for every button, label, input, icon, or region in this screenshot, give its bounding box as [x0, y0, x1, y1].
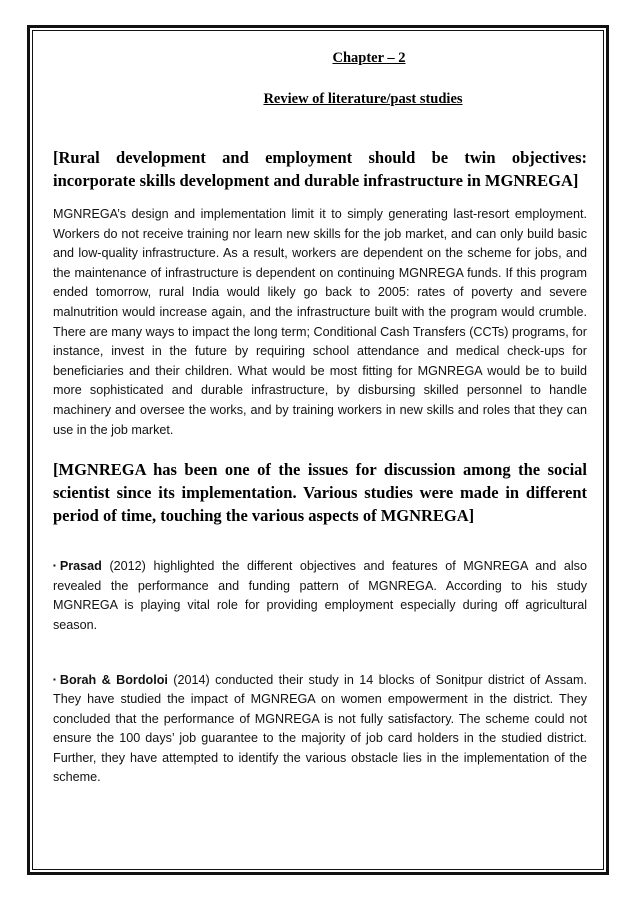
- review-item-prasad: [53, 556, 587, 635]
- review-item-borah-bordoloi: [53, 670, 587, 789]
- chapter-title: [53, 91, 587, 108]
- chapter-label: [53, 50, 587, 67]
- section-heading-studies: [MGNREGA has been one of the issues for discussion among the social scientist since its implementation. Various studies were made in different period of time, touching the various aspects of MGNREGA]: [53, 460, 587, 526]
- chapter-label-text: Chapter – 2: [332, 50, 406, 66]
- review-text: (2012) highlighted the different objectives and features of MGNREGA and also revealed the performance and funding pattern of MGNREGA. According to his study MGNREGA is playing vital role for providing employment especially during off agricultural season.: [53, 559, 587, 632]
- review-text: (2014) conducted their study in 14 blocks of Sonitpur district of Assam. They have studied the impact of MGNREGA on women empowerment in the district. They concluded that the performance of MGNREGA is not fully satisfactory. The scheme could not ensure the 100 days’ job guarantee to the majority of job card holders in the studied district. Further, they have attempted to identify the various obstacle lies in the implementation of the scheme.: [53, 672, 587, 785]
- review-author: Prasad: [59, 559, 102, 574]
- section-paragraph-mgnrega-design: MGNREGA’s design and implementation limit it to simply generating last-resort employment. Workers do not receive training nor learn new skills for the job market, and can only build basic and low-quality infrastructure. As a result, workers are dependent on the scheme for jobs, and the maintenance of infrastructure is dependent on continuing MGNREGA funds. If this program ended tomorrow, rural India would likely go back to 2005: rates of poverty and severe malnutrition would increase again, and the infrastructure built with the program would crumble. There are many ways to impact the long term; Conditional Cash Transfers (CCTs) programs, for instance, invest in the future by requiring school attendance and medical check-ups for beneficiaries and their children. What would be most fitting for MGNREGA would be to build more sophisticated and durable infrastructure, by disbursing skilled personnel to handle machinery and oversee the works, and by training workers in new skills and roles that they can use in the job market.: [53, 207, 587, 437]
- bullet-icon: ▪: [53, 561, 56, 571]
- bullet-icon: ▪: [53, 674, 56, 684]
- section-heading-rural-development: [Rural development and employment should be twin objectives: incorporate skills development and durable infrastructure in MGNREGA]: [53, 148, 587, 190]
- review-author: Borah & Bordoloi: [59, 672, 168, 687]
- chapter-title-text: Review of literature/past studies: [263, 91, 463, 107]
- document-content: [53, 50, 587, 788]
